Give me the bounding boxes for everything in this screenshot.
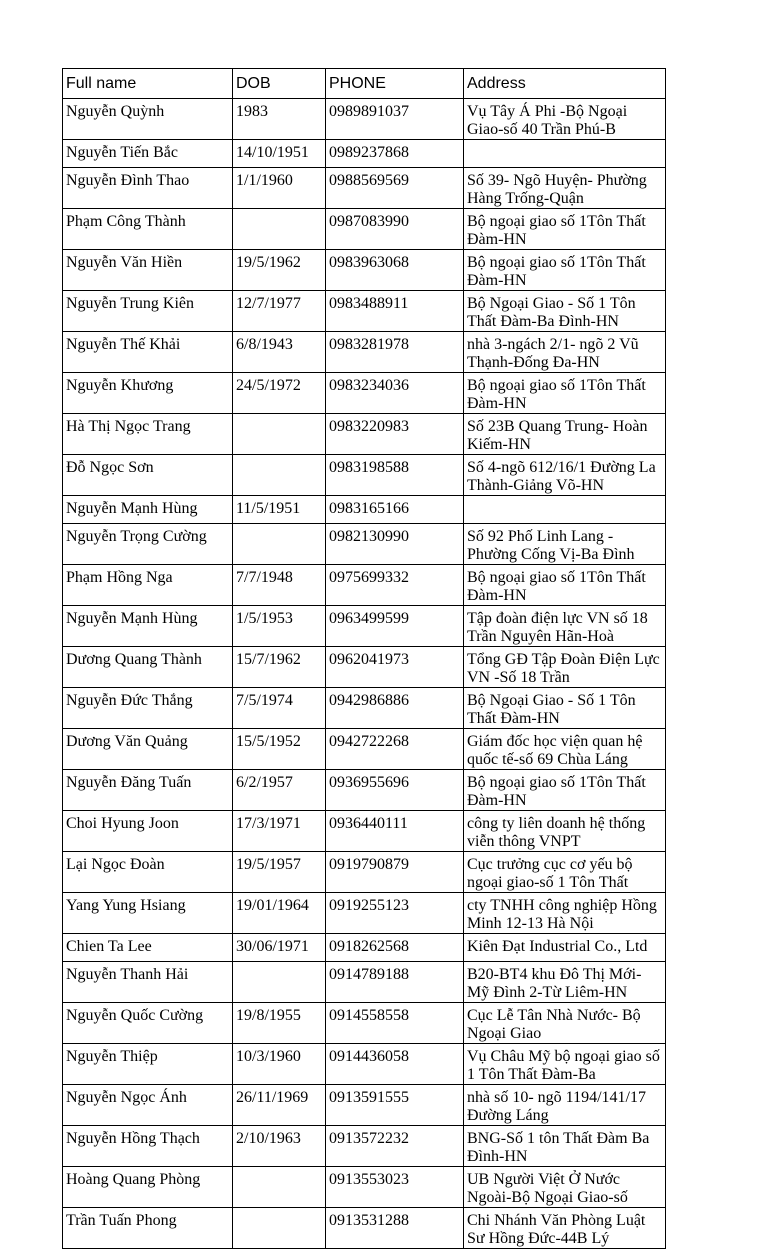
cell-phone[interactable]: 0936955696 [326, 770, 464, 811]
cell-dob[interactable]: 19/5/1957 [233, 852, 326, 893]
cell-full-name[interactable]: Nguyễn Thế Khải [63, 332, 233, 373]
cell-dob[interactable]: 11/5/1951 [233, 496, 326, 524]
cell-address[interactable]: Bộ Ngoại Giao - Số 1 Tôn Thất Đàm-HN [464, 688, 666, 729]
cell-dob[interactable]: 26/11/1969 [233, 1085, 326, 1126]
cell-phone[interactable]: 0983963068 [326, 250, 464, 291]
cell-phone[interactable]: 0942722268 [326, 729, 464, 770]
cell-address[interactable]: Cục Lễ Tân Nhà Nước- Bộ Ngoại Giao [464, 1003, 666, 1044]
cell-phone[interactable]: 0963499599 [326, 606, 464, 647]
cell-address[interactable]: công ty liên doanh hệ thống viễn thông VNPT [464, 811, 666, 852]
table-row [63, 250, 666, 291]
cell-full-name[interactable]: Phạm Công Thành [63, 209, 233, 250]
header-phone[interactable]: PHONE [326, 69, 464, 99]
cell-full-name[interactable]: Nguyễn Thiệp [63, 1044, 233, 1085]
cell-address[interactable]: Chi Nhánh Văn Phòng Luật Sư Hồng Đức-44B Lý [464, 1208, 666, 1249]
table-row [63, 455, 666, 496]
cell-phone[interactable]: 0913553023 [326, 1167, 464, 1208]
cell-phone[interactable]: 0983198588 [326, 455, 464, 496]
table-row [63, 524, 666, 565]
cell-address[interactable]: Số 23B Quang Trung- Hoàn Kiếm-HN [464, 414, 666, 455]
cell-phone[interactable]: 0936440111 [326, 811, 464, 852]
table-row [63, 1208, 666, 1249]
table-row [63, 729, 666, 770]
cell-full-name[interactable]: Choi Hyung Joon [63, 811, 233, 852]
cell-address[interactable]: Tập đoàn điện lực VN số 18 Trần Nguyên Hãn-Hoà [464, 606, 666, 647]
cell-phone[interactable]: 0982130990 [326, 524, 464, 565]
cell-address[interactable]: Vụ Châu Mỹ bộ ngoại giao số 1 Tôn Thất Đàm-Ba [464, 1044, 666, 1085]
cell-phone[interactable]: 0983165166 [326, 496, 464, 524]
cell-address[interactable]: Kiên Đạt Industrial Co., Ltd [464, 934, 666, 962]
cell-dob[interactable]: 10/3/1960 [233, 1044, 326, 1085]
cell-dob[interactable]: 19/8/1955 [233, 1003, 326, 1044]
cell-full-name[interactable]: Nguyễn Mạnh Hùng [63, 496, 233, 524]
cell-full-name[interactable]: Phạm Hồng Nga [63, 565, 233, 606]
cell-address[interactable]: Bộ ngoại giao số 1Tôn Thất Đàm-HN [464, 250, 666, 291]
cell-dob[interactable]: 2/10/1963 [233, 1126, 326, 1167]
cell-dob[interactable]: 17/3/1971 [233, 811, 326, 852]
cell-full-name[interactable]: Nguyễn Đăng Tuấn [63, 770, 233, 811]
table-row [63, 962, 666, 1003]
contact-table [62, 68, 666, 1249]
cell-full-name[interactable]: Nguyễn Đức Thắng [63, 688, 233, 729]
header-row [63, 69, 666, 99]
table-row [63, 606, 666, 647]
header-dob[interactable]: DOB [233, 69, 326, 99]
cell-full-name[interactable]: Nguyễn Trọng Cường [63, 524, 233, 565]
cell-phone[interactable]: 0914558558 [326, 1003, 464, 1044]
cell-address[interactable]: B20-BT4 khu Đô Thị Mới-Mỹ Đình 2-Từ Liêm-HN [464, 962, 666, 1003]
cell-dob[interactable] [233, 962, 326, 1003]
cell-address[interactable]: Số 4-ngõ 612/16/1 Đường La Thành-Giảng Võ-HN [464, 455, 666, 496]
cell-dob[interactable]: 19/5/1962 [233, 250, 326, 291]
cell-address[interactable]: Bộ ngoại giao số 1Tôn Thất Đàm-HN [464, 373, 666, 414]
cell-full-name[interactable]: Nguyễn Tiến Bắc [63, 140, 233, 168]
cell-full-name[interactable]: Nguyễn Văn Hiền [63, 250, 233, 291]
cell-address[interactable]: Bộ Ngoại Giao - Số 1 Tôn Thất Đàm-Ba Đình-HN [464, 291, 666, 332]
cell-full-name[interactable]: Nguyễn Khương [63, 373, 233, 414]
cell-address[interactable]: Tổng GĐ Tập Đoàn Điện Lực VN -Số 18 Trần [464, 647, 666, 688]
table-row [63, 1126, 666, 1167]
table-row [63, 811, 666, 852]
cell-full-name[interactable]: Hoàng Quang Phòng [63, 1167, 233, 1208]
cell-phone[interactable]: 0913572232 [326, 1126, 464, 1167]
table-row [63, 852, 666, 893]
cell-address[interactable]: Bộ ngoại giao số 1Tôn Thất Đàm-HN [464, 209, 666, 250]
cell-address[interactable]: nhà 3-ngách 2/1- ngõ 2 Vũ Thạnh-Đống Đa-HN [464, 332, 666, 373]
cell-full-name[interactable]: Đỗ Ngọc Sơn [63, 455, 233, 496]
cell-full-name[interactable]: Nguyễn Ngọc Ánh [63, 1085, 233, 1126]
table-row [63, 414, 666, 455]
cell-dob[interactable]: 14/10/1951 [233, 140, 326, 168]
table-row [63, 647, 666, 688]
cell-phone[interactable]: 0989891037 [326, 99, 464, 140]
cell-full-name[interactable]: Nguyễn Hồng Thạch [63, 1126, 233, 1167]
cell-phone[interactable]: 0988569569 [326, 168, 464, 209]
table-row [63, 770, 666, 811]
cell-full-name[interactable]: Nguyễn Đình Thao [63, 168, 233, 209]
cell-full-name[interactable]: Nguyễn Trung Kiên [63, 291, 233, 332]
cell-full-name[interactable]: Trần Tuấn Phong [63, 1208, 233, 1249]
cell-address[interactable]: cty TNHH công nghiệp Hồng Minh 12-13 Hà Nội [464, 893, 666, 934]
cell-dob[interactable] [233, 1208, 326, 1249]
cell-dob[interactable] [233, 414, 326, 455]
header-address[interactable]: Address [464, 69, 666, 99]
cell-phone[interactable]: 0975699332 [326, 565, 464, 606]
cell-address[interactable] [464, 496, 666, 524]
table-row [63, 893, 666, 934]
cell-full-name[interactable]: Nguyễn Mạnh Hùng [63, 606, 233, 647]
cell-dob[interactable]: 24/5/1972 [233, 373, 326, 414]
cell-dob[interactable] [233, 209, 326, 250]
table-row [63, 209, 666, 250]
cell-address[interactable]: Vụ Tây Á Phi -Bộ Ngoại Giao-số 40 Trần Phú-B [464, 99, 666, 140]
table-row [63, 291, 666, 332]
cell-full-name[interactable]: Lại Ngọc Đoàn [63, 852, 233, 893]
header-full-name[interactable]: Full name [63, 69, 233, 99]
cell-full-name[interactable]: Dương Quang Thành [63, 647, 233, 688]
table-row [63, 1167, 666, 1208]
cell-phone[interactable]: 0962041973 [326, 647, 464, 688]
cell-address[interactable]: BNG-Số 1 tôn Thất Đàm Ba Đình-HN [464, 1126, 666, 1167]
table-row [63, 565, 666, 606]
cell-dob[interactable]: 6/8/1943 [233, 332, 326, 373]
table-row [63, 168, 666, 209]
cell-dob[interactable]: 7/5/1974 [233, 688, 326, 729]
cell-address[interactable]: UB Người Việt Ở Nước Ngoài-Bộ Ngoại Giao-số [464, 1167, 666, 1208]
cell-phone[interactable]: 0919790879 [326, 852, 464, 893]
cell-dob[interactable]: 6/2/1957 [233, 770, 326, 811]
cell-dob[interactable]: 30/06/1971 [233, 934, 326, 962]
cell-full-name[interactable]: Nguyễn Quỳnh [63, 99, 233, 140]
cell-address[interactable]: Bộ ngoại giao số 1Tôn Thất Đàm-HN [464, 770, 666, 811]
cell-phone[interactable]: 0919255123 [326, 893, 464, 934]
cell-phone[interactable]: 0918262568 [326, 934, 464, 962]
cell-phone[interactable]: 0914436058 [326, 1044, 464, 1085]
cell-phone[interactable]: 0914789188 [326, 962, 464, 1003]
cell-full-name[interactable]: Chien Ta Lee [63, 934, 233, 962]
cell-full-name[interactable]: Nguyễn Thanh Hải [63, 962, 233, 1003]
cell-phone[interactable]: 0983220983 [326, 414, 464, 455]
table-row [63, 1044, 666, 1085]
cell-phone[interactable]: 0987083990 [326, 209, 464, 250]
cell-dob[interactable]: 1/1/1960 [233, 168, 326, 209]
cell-dob[interactable]: 15/5/1952 [233, 729, 326, 770]
cell-phone[interactable]: 0983488911 [326, 291, 464, 332]
cell-full-name[interactable]: Dương Văn Quảng [63, 729, 233, 770]
table-row [63, 934, 666, 962]
cell-phone[interactable]: 0983281978 [326, 332, 464, 373]
table-row [63, 99, 666, 140]
cell-dob[interactable]: 19/01/1964 [233, 893, 326, 934]
table-row [63, 496, 666, 524]
table-row [63, 140, 666, 168]
cell-address[interactable]: Bộ ngoại giao số 1Tôn Thất Đàm-HN [464, 565, 666, 606]
cell-address[interactable] [464, 140, 666, 168]
cell-dob[interactable]: 15/7/1962 [233, 647, 326, 688]
table-row [63, 1085, 666, 1126]
cell-dob[interactable]: 12/7/1977 [233, 291, 326, 332]
cell-dob[interactable] [233, 1167, 326, 1208]
cell-dob[interactable]: 1/5/1953 [233, 606, 326, 647]
table-row [63, 332, 666, 373]
cell-address[interactable]: nhà số 10- ngõ 1194/141/17 Đường Láng [464, 1085, 666, 1126]
table-row [63, 373, 666, 414]
cell-dob[interactable]: 7/7/1948 [233, 565, 326, 606]
cell-full-name[interactable]: Yang Yung Hsiang [63, 893, 233, 934]
cell-address[interactable]: Số 92 Phố Linh Lang - Phường Cống Vị-Ba Đình [464, 524, 666, 565]
cell-dob[interactable] [233, 524, 326, 565]
cell-address[interactable]: Cục trưởng cục cơ yếu bộ ngoại giao-số 1 Tôn Thất [464, 852, 666, 893]
table-row [63, 1003, 666, 1044]
cell-phone[interactable]: 0989237868 [326, 140, 464, 168]
cell-phone[interactable]: 0942986886 [326, 688, 464, 729]
cell-address[interactable]: Giám đốc học viện quan hệ quốc tế-số 69 Chùa Láng [464, 729, 666, 770]
cell-full-name[interactable]: Hà Thị Ngọc Trang [63, 414, 233, 455]
cell-dob[interactable] [233, 455, 326, 496]
cell-full-name[interactable]: Nguyễn Quốc Cường [63, 1003, 233, 1044]
table-row [63, 688, 666, 729]
cell-phone[interactable]: 0983234036 [326, 373, 464, 414]
cell-address[interactable]: Số 39- Ngõ Huyện- Phường Hàng Trống-Quận [464, 168, 666, 209]
cell-phone[interactable]: 0913531288 [326, 1208, 464, 1249]
cell-dob[interactable]: 1983 [233, 99, 326, 140]
cell-phone[interactable]: 0913591555 [326, 1085, 464, 1126]
